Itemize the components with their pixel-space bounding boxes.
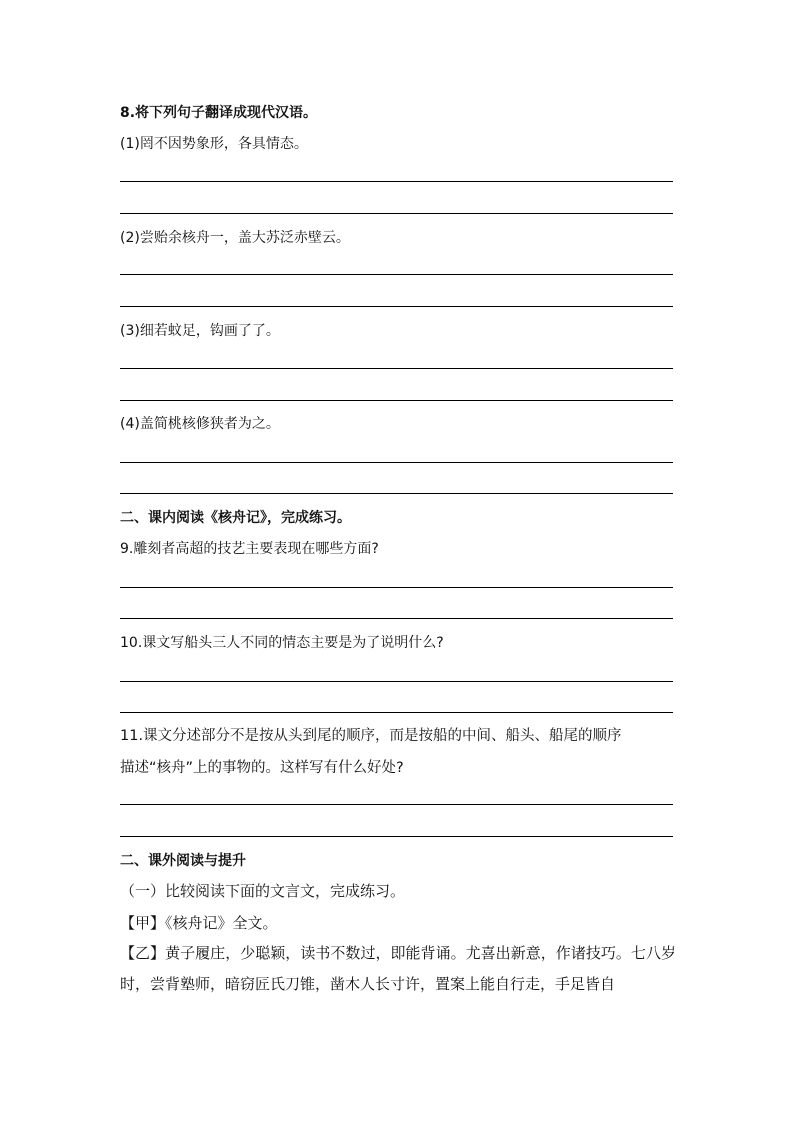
answer-line[interactable] — [120, 368, 673, 369]
answer-line[interactable] — [120, 836, 673, 837]
answer-line[interactable] — [120, 400, 673, 401]
question-8-item-2: (2)尝贻余核舟一，盖大苏泛赤壁云。 — [120, 230, 350, 246]
passage-jia: 【甲】《核舟记》全文。 — [120, 914, 278, 932]
part-3-heading: 二、课外阅读与提升 — [120, 853, 246, 869]
part-2-heading: 二、课内阅读《核舟记》，完成练习。 — [120, 510, 351, 526]
answer-line[interactable] — [120, 618, 673, 619]
answer-line[interactable] — [120, 462, 673, 463]
question-8-item-4: (4)盖简桃核修狭者为之。 — [120, 416, 280, 432]
answer-line[interactable] — [120, 493, 673, 494]
answer-line[interactable] — [120, 181, 673, 182]
answer-line[interactable] — [120, 804, 673, 805]
answer-line[interactable] — [120, 306, 673, 307]
answer-line[interactable] — [120, 681, 673, 682]
question-10: 10.课文写船头三人不同的情态主要是为了说明什么? — [120, 635, 444, 651]
question-8-item-1: (1)罔不因势象形，各具情态。 — [120, 136, 308, 152]
question-8-title: 8.将下列句子翻译成现代汉语。 — [120, 105, 318, 121]
answer-line[interactable] — [120, 274, 673, 275]
question-8-item-3: (3)细若蚊足，钩画了了。 — [120, 323, 280, 339]
subsection-1-instruction: （一）比较阅读下面的文言文，完成练习。 — [120, 882, 406, 900]
passage-yi: 【乙】黄子履庄，少聪颖，读书不数过，即能背诵。尤喜出新意，作诸技巧。七八岁时，尝背塾师，暗窃匠氏刀锥，凿木人长寸许，置案上能自行走，手足皆自 — [120, 944, 676, 993]
question-11-line-1: 11.课文分述部分不是按从头到尾的顺序，而是按船的中间、船头、船尾的顺序 — [120, 728, 622, 744]
question-9: 9.雕刻者高超的技艺主要表现在哪些方面? — [120, 541, 379, 557]
answer-line[interactable] — [120, 712, 673, 713]
answer-line[interactable] — [120, 213, 673, 214]
answer-line[interactable] — [120, 587, 673, 588]
question-11-line-2: 描述“核舟”上的事物的。这样写有什么好处? — [120, 760, 404, 776]
